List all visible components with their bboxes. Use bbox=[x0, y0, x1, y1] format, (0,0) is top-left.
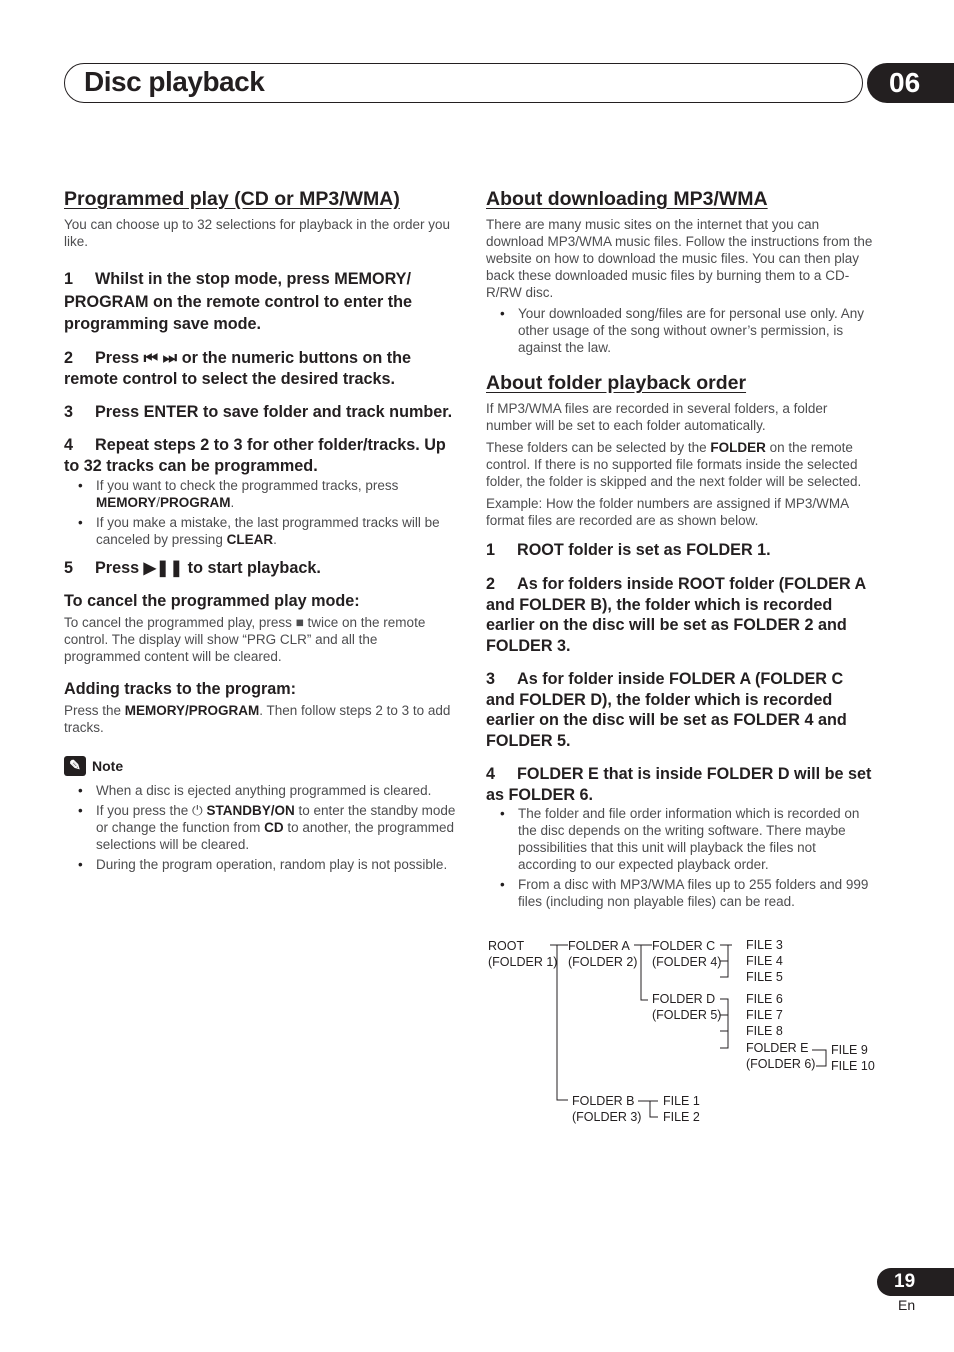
cancel-text: To cancel the programmed play, press ■ twice on the remote control. The display will show “PRG CLR” and all the programmed content will be cleared. bbox=[64, 614, 426, 664]
cancel-heading: To cancel the programmed play mode: bbox=[64, 591, 360, 610]
step-4-bullets bbox=[64, 477, 456, 548]
pencil-icon: ✎ bbox=[64, 756, 86, 776]
list-item: • The folder and file order information which is recorded on the disc depends on the writing software. There maybe possibilities that this unit will playback the files not according to our expected playback order. bbox=[486, 805, 876, 873]
folder-step-1: 1 ROOT folder is set as FOLDER 1. bbox=[486, 541, 771, 559]
chapter-badge: 06 bbox=[867, 63, 954, 103]
folder-tree-diagram bbox=[486, 936, 886, 1136]
folder-b-label: FOLDER B (FOLDER 3) bbox=[572, 1094, 642, 1124]
folder-b-files: FILE 1 FILE 2 bbox=[663, 1094, 700, 1124]
downloading-heading: About downloading MP3/WMA bbox=[486, 188, 768, 210]
folder-c-label: FOLDER C (FOLDER 4) bbox=[652, 939, 722, 969]
adding-text: Press the MEMORY/PROGRAM. Then follow steps 2 to 3 to add tracks. bbox=[64, 702, 451, 735]
step-3: 3 Press ENTER to save folder and track number. bbox=[64, 402, 453, 421]
root-folder-label: ROOT (FOLDER 1) bbox=[488, 939, 558, 969]
folder-c-files: FILE 3 FILE 4 FILE 5 bbox=[746, 938, 783, 984]
language-label: En bbox=[898, 1297, 916, 1313]
note-header: ✎ Note bbox=[64, 756, 456, 776]
folder-paragraph-2: These folders can be selected by the FOLDER on the remote control. If there is no supported file formats inside the selected folder, the folder is skipped and the next folder will be selected. bbox=[486, 440, 862, 489]
list-item: • When a disc is ejected anything programmed is cleared. bbox=[64, 782, 456, 799]
folder-paragraph-1: If MP3/WMA files are recorded in several folders, a folder number will be set to each folder automatically. bbox=[486, 401, 828, 433]
folder-d-label: FOLDER D (FOLDER 5) bbox=[652, 992, 722, 1022]
folder-step-4: 4 FOLDER E that is inside FOLDER D will be set as FOLDER 6. bbox=[486, 765, 872, 804]
note-list bbox=[64, 782, 456, 873]
step-4: 4 Repeat steps 2 to 3 for other folder/tracks. Up to 32 tracks can be programmed. bbox=[64, 435, 446, 475]
folder-step-2: 2 As for folders inside ROOT folder (FOLDER A and FOLDER B), the folder which is recorded earlier on the disc will be set as FOLDER 2 and FOLDER 3. bbox=[486, 575, 866, 655]
list-item: • If you want to check the programmed tracks, press MEMORY/PROGRAM. bbox=[64, 477, 456, 511]
list-item: • During the program operation, random play is not possible. bbox=[64, 856, 456, 873]
downloading-bullets bbox=[486, 305, 876, 356]
right-column bbox=[486, 186, 876, 916]
step-5: 5 Press ▶❚❚ to start playback. bbox=[64, 558, 321, 577]
step-2: 2 Press ⏮ ⏭ or the numeric buttons on the remote control to select the desired tracks. bbox=[64, 348, 412, 388]
list-item: • From a disc with MP3/WMA files up to 255 folders and 999 files (including non playable files) can be read. bbox=[486, 876, 876, 910]
list-item: • If you press the ⏻ STANDBY/ON to enter the standby mode or change the function from CD to another, the programmed selections will be cleared. bbox=[64, 802, 456, 853]
list-item: • Your downloaded song/files are for personal use only. Any other usage of the song without owner’s permission, is against the law. bbox=[486, 305, 876, 356]
folder-paragraph-3: Example: How the folder numbers are assigned if MP3/WMA format files are recorded are as shown below. bbox=[486, 496, 849, 528]
folder-step-3: 3 As for folder inside FOLDER A (FOLDER C and FOLDER D), the folder which is recorded earlier on the disc will be set as FOLDER 4 and FOLDER 5. bbox=[486, 670, 847, 750]
folder-bullets bbox=[486, 805, 876, 910]
page-number: 19 bbox=[877, 1268, 954, 1296]
folder-e-label: FOLDER E (FOLDER 6) bbox=[746, 1041, 816, 1071]
folder-d-files: FILE 6 FILE 7 FILE 8 bbox=[746, 992, 783, 1038]
list-item: • If you make a mistake, the last programmed tracks will be canceled by pressing CLEAR. bbox=[64, 514, 456, 548]
programmed-play-heading: Programmed play (CD or MP3/WMA) bbox=[64, 188, 400, 210]
page-title: Disc playback bbox=[84, 66, 265, 97]
programmed-intro: You can choose up to 32 selections for playback in the order you like. bbox=[64, 217, 451, 249]
adding-heading: Adding tracks to the program: bbox=[64, 679, 297, 698]
folder-e-files: FILE 9 FILE 10 bbox=[831, 1043, 875, 1073]
folder-a-label: FOLDER A (FOLDER 2) bbox=[568, 939, 638, 969]
folder-order-heading: About folder playback order bbox=[486, 372, 747, 394]
downloading-text: There are many music sites on the internet that you can download MP3/WMA music files. Follow the instructions from the website on how to download the music files. You can then play back these downloaded music files by burning them to a CD-R/RW disc. bbox=[486, 217, 873, 300]
step-1: 1 Whilst in the stop mode, press MEMORY/ PROGRAM on the remote control to enter the programming save mode. bbox=[64, 270, 413, 333]
left-column bbox=[64, 186, 456, 879]
